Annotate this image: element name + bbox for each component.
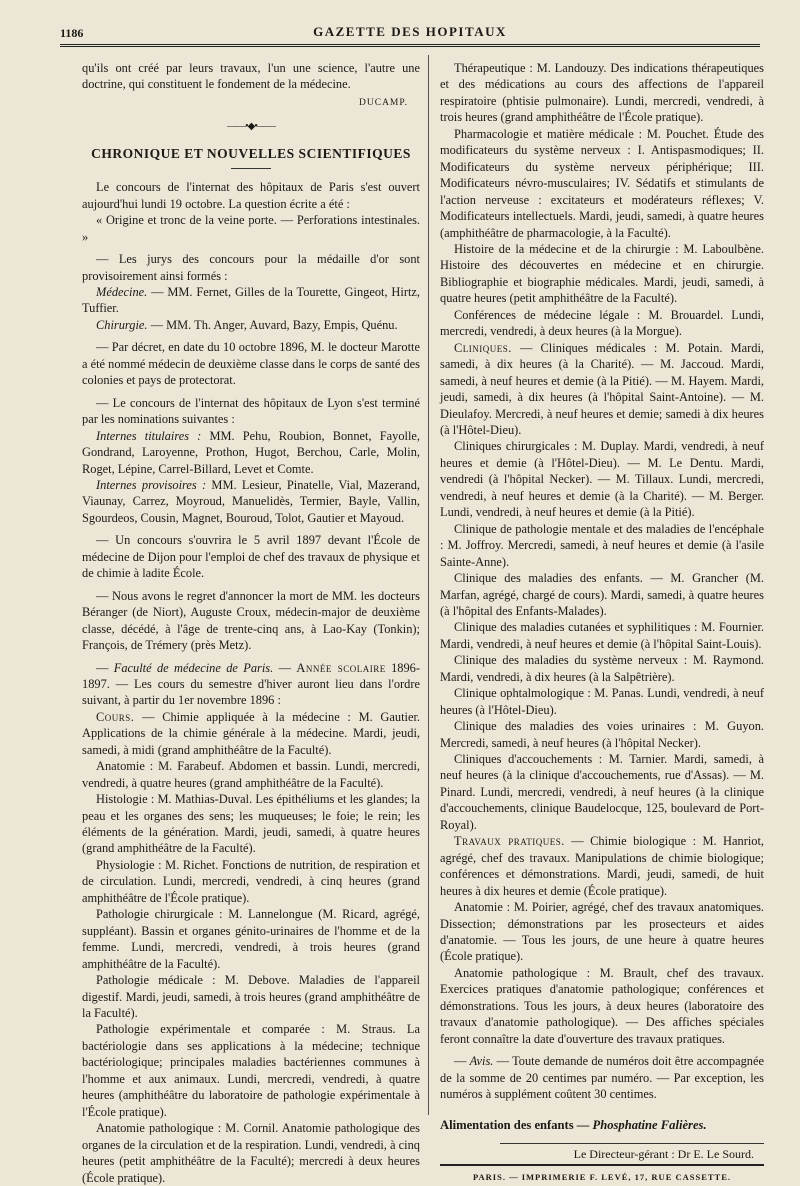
printer-line: PARIS. — IMPRIMERIE F. LEVÉ, 17, RUE CASSETTE. — [472, 1172, 732, 1183]
paragraph: Clinique ophtalmologique : M. Panas. Lundi, vendredi, à neuf heures (à l'Hôtel-Dieu). — [440, 686, 764, 717]
paragraph: Pathologie expérimentale et comparée : M. Straus. La bactériologie dans ses applications à la médecine; technique bactériologique; principales maladies bactériennes communes à l'homme et aux animaux. Lundi, mercredi, vendredi, à quatre heures (amphithéâtre du laboratoire de pathologie expérimentale à l'École pratique). — [82, 1022, 420, 1119]
text: — Toute demande de numéros doit être accompagnée de la somme de 20 centimes par numéro. — Par exception, les numéros à supplément coûtent 30 centimes. — [440, 1054, 764, 1102]
left-column — [82, 60, 420, 1186]
paragraph: Clinique des maladies des voies urinaires : M. Guyon. Mercredi, samedi, à neuf heures (à l'hôpital Necker). — [440, 719, 764, 750]
text: — Cliniques médicales : M. Potain. Mardi, samedi, à dix heures (à la Charité). — M. Jaccoud. Mardi, samedi, à neuf heures et demie (à la Pitié). — M. Hayem. Mardi, jeudi, samedi, à dix heures (à l'hôpital Saint-Antoine). — M. Dieulafoy. Mercredi, à neuf heures et demie; samedi à dix heures (à l'Hôtel-Dieu). — [440, 340, 764, 437]
paragraph: Physiologie : M. Richet. Fonctions de nutrition, de respiration et de circulation. Lundi, mercredi, vendredi, à cinq heures (grand amphithéâtre de l'École pratique). — [82, 857, 420, 905]
label: Internes provisoires : — [96, 477, 207, 492]
ornament: ——•◆•—— — [227, 121, 275, 133]
paragraph: Pathologie chirurgicale : M. Lannelongue (M. Ricard, agrégé, suppléant). Bassin et organes génito-urinaires de l'homme et de la femme. Lundi, mercredi, vendredi, à trois heures (grand amphithéâtre de la Faculté). — [82, 907, 420, 971]
paragraph: — Un concours s'ouvrira le 5 avril 1897 devant l'École de médecine de Dijon pour l'emploi de chef des travaux de physique et de chimie à ladite École. — [82, 533, 420, 581]
paragraph: Clinique des maladies du système nerveux : M. Raymond. Mardi, vendredi, à dix heures (à la Salpêtrière). — [440, 653, 764, 684]
label: Médecine. — [96, 284, 148, 299]
label: Travaux pratiques. — [454, 834, 565, 849]
paragraph: Histoire de la médecine et de la chirurgie : M. Laboulbène. Histoire des découvertes en médecine et en chirurgie. Bibliographie et biographie médicales. Mardi, jeudi, samedi, à quatre heures (petit amphithéâtre de la Faculté). — [440, 241, 764, 306]
text: — MM. Th. Anger, Auvard, Bazy, Empis, Quénu. — [147, 317, 398, 332]
label: Internes titulaires : — [96, 428, 202, 443]
text: Alimentation des enfants — — [440, 1117, 593, 1132]
text: — — [454, 1054, 470, 1069]
paragraph: « Origine et tronc de la veine porte. — Perforations intestinales. » — [82, 213, 420, 244]
page-title: GAZETTE DES HOPITAUX — [313, 24, 507, 39]
paragraph: Anatomie : M. Poirier, agrégé, chef des travaux anatomiques. Dissection; démonstrations par les prosecteurs et aides d'anatomie. — Tous les jours, de une heure à quatre heures (École pratique). — [440, 900, 764, 964]
label: Phosphatine Falières. — [592, 1117, 707, 1132]
text: — — [96, 660, 114, 675]
paragraph: Cliniques chirurgicales : M. Duplay. Mardi, vendredi, à neuf heures et demie (à l'Hôtel-Dieu). — M. Le Dentu. Mardi, vendredi (à l'hôpital Necker). — M. Tillaux. Lundi, mercredi, vendredi, à neuf heures et demie (à la Charité). — M. Berger. Lundi, vendredi, à neuf heures et demie (à la Pitié). — [440, 439, 764, 520]
paragraph: Pharmacologie et matière médicale : M. Pouchet. Étude des modificateurs du système nerveux : I. Antispasmodiques; II. Modificateurs du système nerveux périphérique; III. Modificateurs névro-musculaires; IV. Sédatifs et stimulants de l'action nerveuse : excitateurs et modérateurs réflexes; V. Modificateurs intellectuels. Mardi, jeudi, samedi, à quatre heures (amphithéâtre de pharmacologie, à la Faculté). — [440, 126, 764, 240]
text: 1896-1897. — Les cours du semestre d'hiver auront lieu dans l'ordre suivant, à partir du 1er novembre 1896 : — [82, 660, 420, 708]
right-column — [440, 60, 764, 1186]
text: MM. Pehu, Roubion, Bonnet, Fayolle, Gondrand, Laroyenne, Prothon, Hugot, Berchou, Carle, Molin, Roget, Lépine, Carrel-Billard, Levet et Comte. — [82, 428, 420, 476]
text: — Chimie appliquée à la médecine : M. Gautier. Applications de la chimie générale à la médecine. Mardi, jeudi, samedi, à midi (grand amphithéâtre de la Faculté). — [82, 709, 420, 757]
avis-paragraph — [440, 1053, 764, 1102]
paragraph: Histologie : M. Mathias-Duval. Les épithéliums et les glandes; la peau et les organes des sens; les muqueuses; le foie; le rein; les éléments de la génération. Mardi, jeudi, samedi, à quatre heures (grand amphithéâtre de la Faculté). — [82, 792, 420, 856]
text: — Chimie biologique : M. Hanriot, agrégé, chef des travaux. Manipulations de chimie biologique; conférences et démonstrations. Mardi, jeudi, samedi, de huit heures à dix heures et demie (École pratique). — [440, 834, 765, 898]
paragraph — [440, 833, 764, 899]
signature: DUCAMP. — [359, 97, 408, 108]
paragraph: Pathologie médicale : M. Debove. Maladies de l'appareil digestif. Mardi, jeudi, samedi, à trois heures (grand amphithéâtre de la Faculté). — [82, 973, 420, 1021]
title-rule — [231, 168, 271, 169]
paragraph: Anatomie : M. Farabeuf. Abdomen et bassin. Lundi, mercredi, vendredi, à quatre heures (grand amphithéâtre de la Faculté). — [82, 759, 420, 790]
advertisement — [440, 1117, 764, 1133]
paragraph: Conférences de médecine légale : M. Brouardel. Lundi, mercredi, vendredi, à deux heures (à la Morgue). — [440, 307, 764, 339]
paragraph: Cliniques d'accouchements : M. Tarnier. Mardi, samedi, à neuf heures (à la clinique d'accouchements, rue d'Assas). — M. Pinard. Lundi, mercredi, vendredi, à neuf heures (à la clinique d'accouchements, clinique Baudelocque, 125, boulevard de Port-Royal). — [440, 752, 764, 832]
intro-paragraph: qu'ils ont créé par leurs travaux, l'un une science, l'autre une doctrine, qui constituent le fondement de la médecine. — [82, 61, 420, 92]
label: Cliniques. — [454, 340, 512, 355]
divider — [500, 1143, 764, 1144]
paragraph: — Par décret, en date du 10 octobre 1896, M. le docteur Marotte a été nommé médecin de deuxième classe dans le corps de santé des colonies et pays de protectorat. — [82, 340, 420, 388]
label: Faculté de médecine de Paris. — [113, 660, 274, 675]
paragraph — [82, 660, 420, 709]
paragraph — [82, 317, 420, 333]
label: Cours. — [96, 709, 135, 724]
divider — [440, 1164, 764, 1166]
paragraph — [82, 284, 420, 317]
paragraph: Le concours de l'internat des hôpitaux de Paris s'est ouvert aujourd'hui lundi 19 octobre. La question écrite a été : — [82, 180, 420, 211]
paragraph: — Nous avons le regret d'annoncer la mort de MM. les docteurs Béranger (de Niort), Auguste Croux, médecin-major de deuxième classe, décédé, à l'âge de trente-cinq ans, à Lao-Kay (Tonkin); François, de Trémery (près Metz). — [82, 588, 420, 653]
paragraph — [82, 709, 420, 758]
label: Chirurgie. — [96, 317, 148, 332]
director-line: Le Directeur-gérant : Dr E. Le Sourd. — [573, 1147, 754, 1161]
paragraph — [82, 477, 420, 526]
paragraph: Clinique des maladies des enfants. — M. Grancher (M. Marfan, agrégé, chargé de cours). Mardi, samedi, à quatre heures (à l'hôpital des Enfants-Malades). — [440, 571, 764, 618]
paragraph: Thérapeutique : M. Landouzy. Des indications thérapeutiques et des médications au cours des affections de l'appareil respiratoire (phtisie pulmonaire). Lundi, mercredi, vendredi, à trois heures (grand amphithéâtre de l'École pratique). — [440, 61, 764, 125]
paragraph — [82, 428, 420, 477]
text: — — [273, 660, 297, 675]
paragraph: Clinique des maladies cutanées et syphilitiques : M. Fournier. Mardi, vendredi, à neuf heures et demie (à l'hôpital Saint-Louis). — [440, 620, 764, 651]
paragraph — [440, 340, 764, 439]
page-header — [60, 22, 760, 42]
paragraph: — Les jurys des concours pour la médaille d'or sont provisoirement ainsi formés : — [82, 252, 420, 283]
header-rule — [60, 44, 760, 50]
column-divider — [428, 55, 429, 1115]
paragraph: — Le concours de l'internat des hôpitaux de Lyon s'est terminé par les nominations suivantes : — [82, 395, 420, 427]
label: Avis. — [469, 1054, 494, 1069]
label: Année scolaire — [296, 660, 386, 675]
paragraph: Clinique de pathologie mentale et des maladies de l'encéphale : M. Joffroy. Mercredi, samedi, à neuf heures et demie (à l'asile Sainte-Anne). — [440, 521, 764, 569]
paragraph: Anatomie pathologique : M. Brault, chef des travaux. Exercices pratiques d'anatomie pathologique; conférences et démonstrations. Tous les jours, à deux heures (laboratoire des travaux d'anatomie pathologique). — Des affiches spéciales feront connaître la date d'ouverture des travaux pratiques. — [440, 965, 764, 1046]
paragraph: Anatomie pathologique : M. Cornil. Anatomie pathologique des organes de la circulation et de la respiration. Lundi, vendredi, à cinq heures (petit amphithéâtre de la Faculté); mercredi à deux heures (École pratique). — [82, 1121, 420, 1185]
text: MM. Lesieur, Pinatelle, Vial, Mazerand, Viaunay, Carrez, Moyroud, Manuelidès, Termier, Bayle, Vallin, Sgourdeos, Cousin, Magnet, Bouroud, Tolot, Gautier et Mayoud. — [82, 477, 420, 525]
page-number: 1186 — [60, 26, 84, 40]
section-title: CHRONIQUE ET NOUVELLES SCIENTIFIQUES — [91, 145, 411, 161]
text: — MM. Fernet, Gilles de la Tourette, Gingeot, Hirtz, Tuffier. — [82, 284, 420, 316]
